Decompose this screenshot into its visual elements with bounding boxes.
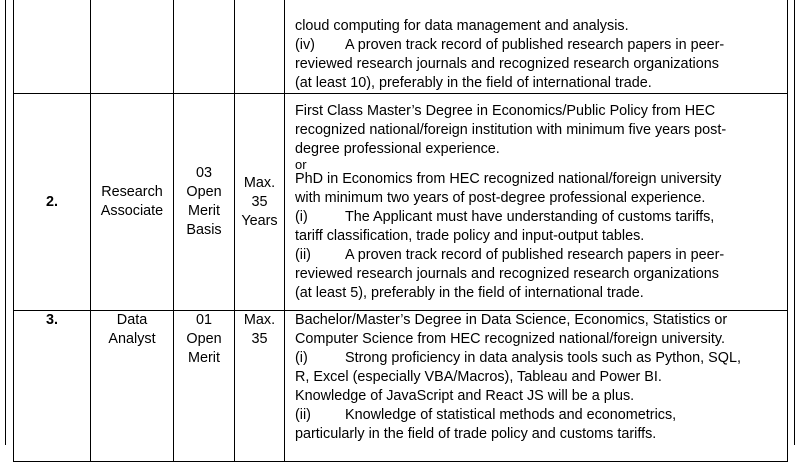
post-name-cell (91, 94, 174, 311)
or-separator: or (295, 156, 307, 172)
table-row (14, 94, 788, 311)
seats-cell (174, 94, 235, 311)
qualification-cell (285, 0, 788, 94)
seats-cell-line: Merit (188, 203, 220, 219)
serial-number-cell: 3. (14, 311, 91, 462)
seats-cell (174, 311, 235, 462)
job-requirements-table (13, 0, 788, 462)
serial-number-cell (14, 0, 91, 94)
post-name-cell-line: Research (101, 184, 163, 200)
qualification-text: cloud computing for data management and analysis. (295, 18, 629, 34)
serial-number-cell: 2. (14, 94, 91, 311)
age-limit-cell-line: Years (241, 212, 278, 229)
qualification-text: recognized national/foreign institution with minimum five years post- (295, 121, 727, 138)
qualification-text: reviewed research journals and recognized research organizations (295, 265, 719, 282)
post-name-cell-line: Data (116, 312, 148, 328)
qualification-text: Bachelor/Master’s Degree in Data Science, Economics, Statistics or (295, 312, 728, 328)
post-name-cell-line: Analyst (108, 331, 156, 347)
post-name-cell-line: Associate (100, 203, 164, 219)
age-limit-cell-line: 35 (251, 331, 268, 347)
seats-cell-line: 03 (195, 165, 212, 181)
requirement-text: The Applicant must have understanding of customs tariffs, (345, 208, 715, 225)
table-row (14, 311, 788, 462)
numbered-requirement (295, 36, 783, 55)
qualification-text: reviewed research journals and recognized research organizations (295, 56, 719, 72)
seats-cell-line: Basis (186, 222, 222, 238)
post-name-cell (91, 311, 174, 462)
qualification-text: degree professional experience. (295, 140, 500, 157)
numbered-requirement (295, 406, 783, 425)
qualification-text: R, Excel (especially VBA/Macros), Tableau and Power BI. (295, 369, 662, 385)
age-limit-cell (235, 311, 285, 462)
qualification-text: with minimum two years of post-degree professional experience. (295, 189, 706, 206)
page-border-left (5, 0, 6, 445)
requirement-text: Knowledge of statistical methods and econometrics, (345, 407, 677, 423)
qualification-text: tariff classification, trade policy and input-output tables. (295, 227, 645, 244)
requirement-number: (i) (295, 350, 308, 366)
qualification-cell (285, 311, 788, 462)
seats-cell (174, 0, 235, 94)
requirement-number: (ii) (295, 407, 311, 423)
age-limit-cell-line: 35 (251, 193, 268, 210)
numbered-requirement (295, 349, 783, 368)
requirement-text: A proven track record of published research papers in peer- (345, 37, 725, 53)
qualification-text: First Class Master’s Degree in Economics/Public Policy from HEC (295, 102, 716, 119)
post-name-cell (91, 0, 174, 94)
seats-cell-line: Open (186, 184, 222, 200)
qualification-text: PhD in Economics from HEC recognized national/foreign university (295, 170, 722, 187)
numbered-requirement (295, 208, 783, 227)
page-border-right (794, 0, 795, 445)
numbered-requirement (295, 246, 783, 265)
qualification-text: Computer Science from HEC recognized national/foreign university. (295, 331, 726, 347)
age-limit-cell (235, 94, 285, 311)
seats-cell-line: Open (186, 331, 222, 347)
seats-cell-line: 01 (195, 312, 212, 328)
age-limit-cell-line: Max. (243, 312, 276, 328)
qualification-text: (at least 5), preferably in the field of international trade. (295, 284, 644, 301)
qualification-cell (285, 94, 788, 311)
age-limit-cell (235, 0, 285, 94)
seats-cell-line: Merit (188, 350, 220, 366)
age-limit-cell-line: Max. (243, 174, 276, 191)
requirement-number: (iv) (295, 37, 315, 53)
table-row (14, 0, 788, 94)
qualification-text: Knowledge of JavaScript and React JS will be a plus. (295, 388, 635, 404)
requirement-number: (ii) (295, 246, 311, 263)
requirement-number: (i) (295, 208, 308, 225)
qualification-text: (at least 10), preferably in the field of international trade. (295, 75, 652, 91)
requirement-text: A proven track record of published research papers in peer- (345, 246, 725, 263)
qualification-text: particularly in the field of trade policy and customs tariffs. (295, 426, 657, 442)
requirement-text: Strong proficiency in data analysis tools such as Python, SQL, (345, 350, 741, 366)
